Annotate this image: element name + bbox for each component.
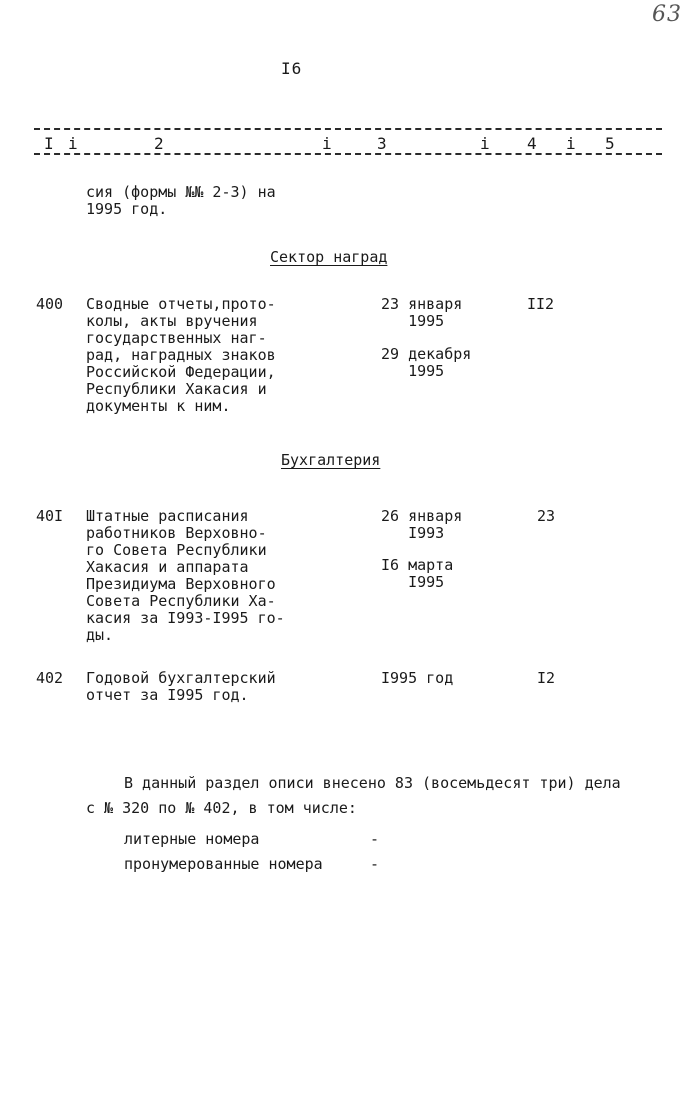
entry-sheets: 23 [537, 507, 556, 525]
entry-title-line: работников Верховно- [86, 524, 267, 542]
date-line: 1995 [381, 312, 445, 330]
header-sep-4: i [566, 134, 576, 153]
entry-title-line: документы к ним. [86, 397, 231, 415]
entry-title [86, 670, 276, 704]
entry-date-end [381, 557, 453, 591]
entry-date-start [381, 296, 462, 330]
section-heading-awards: Сектор наград [270, 248, 388, 266]
date-line: I995 [381, 573, 445, 591]
entry-title-line: отчет за I995 год. [86, 686, 249, 704]
entry-title-line: Штатные расписания [86, 507, 249, 525]
date-line: 29 декабря [381, 345, 472, 363]
header-col-3: 3 [377, 134, 387, 153]
continuation-text [86, 184, 276, 218]
entry-title-line: Республики Хакасия и [86, 380, 267, 398]
entry-number: 40I [36, 507, 64, 525]
entry-title-line: Российской Федерации, [86, 363, 276, 381]
header-col-2: 2 [154, 134, 164, 153]
summary-line-2: с № 320 по № 402, в том числе: [86, 799, 357, 817]
entry-sheets: I2 [537, 669, 556, 687]
entry-title-line: касия за I993-I995 го- [86, 609, 285, 627]
date-line: I993 [381, 524, 445, 542]
entry-number: 402 [36, 669, 64, 687]
unnumbered-numbers-label: пронумерованные номера [124, 855, 323, 873]
entry-title-line: Годовой бухгалтерский [86, 669, 276, 687]
continuation-line: сия (формы №№ 2-3) на [86, 183, 276, 201]
date-line: 23 января [381, 295, 463, 313]
entry-date: I995 год [381, 669, 454, 687]
entry-title-line: Хакасия и аппарата [86, 558, 249, 576]
date-line: 1995 [381, 362, 445, 380]
lettered-numbers-label: литерные номера [124, 830, 260, 848]
entry-title-line: го Совета Республики [86, 541, 267, 559]
header-rule-bottom [34, 153, 662, 155]
header-col-1: I [44, 134, 54, 153]
header-sep-1: i [68, 134, 78, 153]
entry-sheets: II2 [527, 295, 555, 313]
date-line: I6 марта [381, 556, 454, 574]
date-line: 26 января [381, 507, 463, 525]
continuation-line: 1995 год. [86, 200, 168, 218]
lettered-numbers-value: - [370, 830, 380, 848]
page-number: I6 [281, 59, 303, 78]
entry-title-line: Совета Республики Ха- [86, 592, 276, 610]
summary-line-1: В данный раздел описи внесено 83 (восемьдесят три) дела [124, 774, 621, 792]
handwritten-sheet-number: 63 [652, 2, 682, 27]
unnumbered-numbers-value: - [370, 855, 380, 873]
section-heading-accounting: Бухгалтерия [281, 451, 381, 469]
entry-title-line: колы, акты вручения [86, 312, 258, 330]
entry-title-line: рад, наградных знаков [86, 346, 276, 364]
header-col-5: 5 [605, 134, 615, 153]
header-col-4: 4 [527, 134, 537, 153]
entry-date-start [381, 508, 462, 542]
header-sep-2: i [322, 134, 332, 153]
entry-title [86, 508, 285, 644]
entry-title [86, 296, 276, 415]
entry-title-line: ды. [86, 626, 114, 644]
header-rule-top [34, 128, 662, 130]
entry-title-line: Сводные отчеты,прото- [86, 295, 276, 313]
entry-title-line: государственных наг- [86, 329, 267, 347]
entry-number: 400 [36, 295, 64, 313]
header-sep-3: i [480, 134, 490, 153]
entry-title-line: Президиума Верховного [86, 575, 276, 593]
entry-date-end [381, 346, 471, 380]
